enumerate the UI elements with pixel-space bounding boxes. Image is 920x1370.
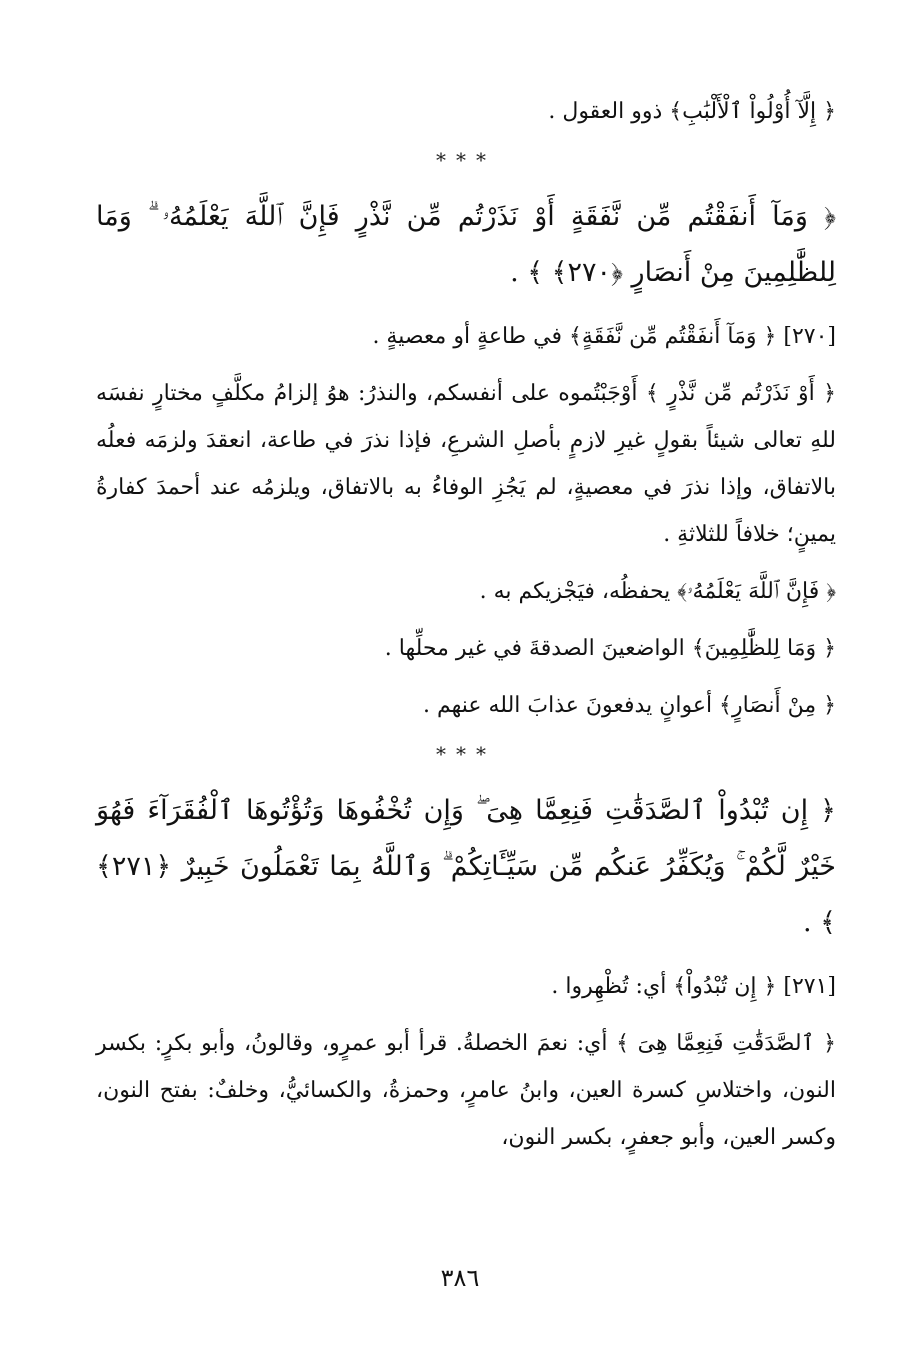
quran-verse-270: ﴿ وَمَآ أَنفَقْتُم مِّن نَّفَقَةٍ أَوْ نَذَرْتُم مِّن نَّذْرٍ فَإِنَّ ٱللَّهَ يَعْلَمُهُۥ ۗ وَمَا لِلظَّٰلِمِينَ مِنْ أَنصَارٍ ﴿٢٧٠﴾ ﴾ . xyxy=(96,201,836,288)
paragraph-zalimin: ﴿ وَمَا لِلظَّٰلِمِينَ﴾ الواضعينَ الصدقةَ في غير محلِّها . xyxy=(384,636,836,661)
paragraph-qiraat: ﴿ ٱلصَّدَقَٰتِ فَنِعِمَّا هِىَ ﴾ أي: نعمَ الخصلةُ. قرأ أبو عمرٍو، وقالونُ، وأبو بكرٍ: بكسر النون، واختلاسِ كسرة العين، وابنُ عامرٍ، وحمزةُ، والكسائيُّ، وخلفٌ: بفتح النون، وكسر العين، وأبو جعفرٍ، بكسر النون، xyxy=(96,1031,836,1150)
paragraph-nadhr: ﴿ أَوْ نَذَرْتُم مِّن نَّذْرٍ ﴾ أَوْجَبْتُموه على أنفسكم، والنذرُ: هوُ إلزامُ مكلَّفٍ مختارٍ نفسَه للهِ تعالى شيئاً بقولٍ غيرِ لازمٍ بأصلِ الشرعِ، فإذا نذرَ في طاعة، انعقدَ ولزمَه فعلُه بالاتفاق، وإذا نذرَ في معصيةٍ، لم يَجُزِ الوفاءُ به بالاتفاق، ويلزمُه عند أحمدَ كفارةُ يمينٍ؛ خلافاً للثلاثةِ . xyxy=(96,381,836,547)
section-separator: *** xyxy=(436,148,496,172)
quran-verse-271: ﴿ إِن تُبْدُواْ ٱلصَّدَقَٰتِ فَنِعِمَّا هِىَ ۖ وَإِن تُخْفُوهَا وَتُؤْتُوهَا ٱلْفُقَرَآءَ فَهُوَ خَيْرٌ لَّكُمْ ۚ وَيُكَفِّرُ عَنكُم مِّن سَيِّـَٔاتِكُمْ ۗ وَٱللَّهُ بِمَا تَعْمَلُونَ خَبِيرٌ ﴿٢٧١﴾ ﴾ . xyxy=(96,795,836,938)
page-number: ٣٨٦ xyxy=(440,1264,480,1292)
paragraph-1: ﴿ إِلَّآ أُوْلُواْ ٱلْأَلْبَٰبِ﴾ ذوو العقول . xyxy=(548,99,836,124)
section-separator: *** xyxy=(436,742,496,766)
paragraph-270-intro: [٢٧٠] ﴿ وَمَآ أَنفَقْتُم مِّن نَّفَقَةٍ﴾ في طاعةٍ أو معصيةٍ . xyxy=(372,324,836,349)
paragraph-yalamuh: ﴿ فَإِنَّ ٱللَّهَ يَعْلَمُهُۥ﴾ يحفظُه، فيَجْزيكم به . xyxy=(479,579,836,604)
paragraph-271-intro: [٢٧١] ﴿ إِن تُبْدُواْ﴾ أي: تُظْهِروا . xyxy=(551,974,836,999)
paragraph-ansar: ﴿ مِنْ أَنصَارٍ﴾ أعوانٍ يدفعونَ عذابَ الله عنهم . xyxy=(422,693,836,718)
page-body xyxy=(96,88,836,1268)
